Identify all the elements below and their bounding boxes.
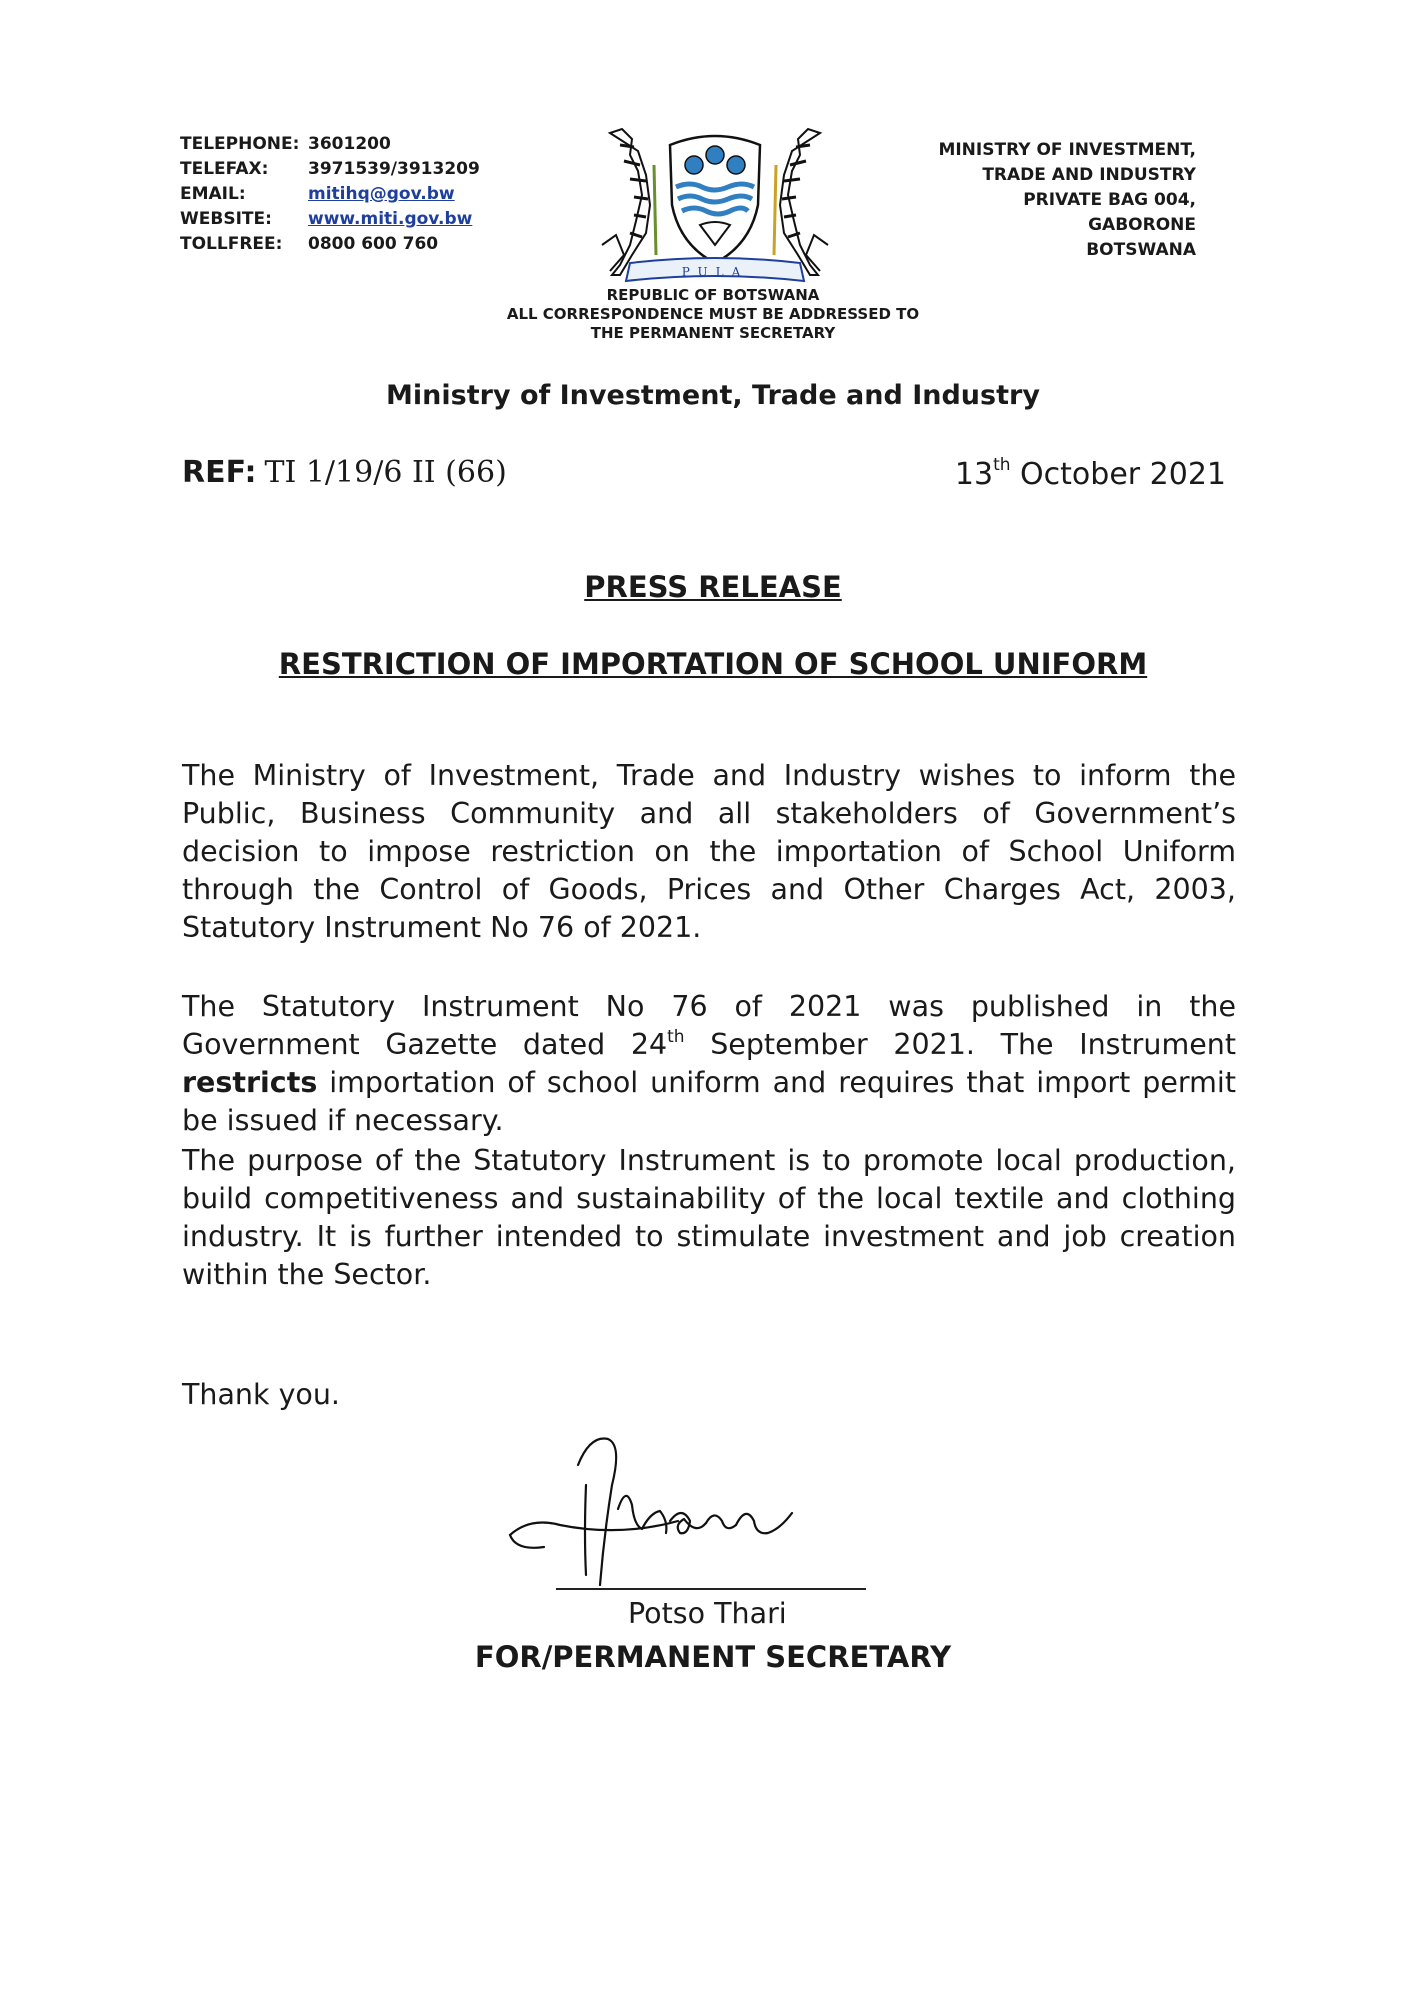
tollfree-row xyxy=(180,232,480,257)
ministry-title: Ministry of Investment, Trade and Industry xyxy=(386,380,1040,411)
permanent-secretary-line: THE PERMANENT SECRETARY xyxy=(590,324,836,342)
document-date xyxy=(955,455,1226,492)
telephone-value: 3601200 xyxy=(308,134,391,154)
reference-value: TI 1/19/6 II (66) xyxy=(264,455,507,490)
telefax-label: TELEFAX: xyxy=(180,159,269,179)
email-row xyxy=(180,182,480,207)
paragraph-2-part-c: importation of school uniform and requires that import permit be issued if necessary. xyxy=(182,1066,1236,1137)
date-day: 13 xyxy=(954,457,994,492)
website-link[interactable]: www.miti.gov.bw xyxy=(308,209,473,229)
motto-ribbon xyxy=(626,258,804,281)
telefax-row xyxy=(180,157,480,182)
signer-title: FOR/PERMANENT SECRETARY xyxy=(474,1640,952,1674)
right-zebra-icon xyxy=(780,129,828,275)
press-release-heading: PRESS RELEASE xyxy=(584,570,842,604)
date-suffix: th xyxy=(993,455,1011,475)
motto-text: PULA xyxy=(681,265,749,279)
left-zebra-icon xyxy=(602,129,650,275)
reference-label: REF: xyxy=(182,455,257,490)
tollfree-value: 0800 600 760 xyxy=(308,234,439,254)
website-row xyxy=(180,207,480,232)
address-line: GABORONE xyxy=(1088,215,1196,235)
coat-of-arms-icon xyxy=(590,125,840,285)
email-link[interactable]: mitihq@gov.bw xyxy=(308,184,455,204)
paragraph-1: The Ministry of Investment, Trade and Industry wishes to inform the Public, Business Community and all stakeholders of Government’s decision to impose restriction on the importation of School Uniform through the Control of Goods, Prices and Other Charges Act, 2003, Statutory Instrument No 76 of 2021. xyxy=(182,759,1236,944)
address-line: BOTSWANA xyxy=(1086,240,1196,260)
paragraph-2-part-a: The Statutory Instrument No 76 of 2021 was published in the Government Gazette dated 24 xyxy=(182,990,1236,1061)
republic-line: REPUBLIC OF BOTSWANA xyxy=(606,286,820,304)
paragraph-2-bold: restricts xyxy=(182,1066,318,1099)
paragraph-2 xyxy=(182,988,1236,1140)
telephone-row xyxy=(180,132,480,157)
address-block xyxy=(938,138,1196,263)
contact-block xyxy=(180,132,480,257)
reference xyxy=(182,455,507,490)
paragraph-2-part-b: September 2021. The Instrument xyxy=(684,1028,1236,1061)
date-rest: October 2021 xyxy=(1010,457,1226,492)
handwritten-signature-icon xyxy=(500,1425,880,1595)
closing-thanks: Thank you. xyxy=(182,1378,340,1411)
telefax-value: 3971539/3913209 xyxy=(308,159,480,179)
sorghum-icon xyxy=(774,165,776,255)
address-line: PRIVATE BAG 004, xyxy=(1023,190,1196,210)
paragraph-3: The purpose of the Statutory Instrument is to promote local production, build competitiveness and sustainability of the local textile and clothing industry. It is further intended to stimulate investment and job creation within the Sector. xyxy=(182,1144,1236,1291)
email-label: EMAIL: xyxy=(180,184,246,204)
shield-icon xyxy=(670,136,760,263)
letterhead-caption xyxy=(500,286,926,343)
signer-name: Potso Thari xyxy=(628,1597,787,1630)
tollfree-label: TOLLFREE: xyxy=(180,234,283,254)
subject-heading: RESTRICTION OF IMPORTATION OF SCHOOL UNIFORM xyxy=(278,647,1148,681)
address-line: MINISTRY OF INVESTMENT, xyxy=(938,140,1196,160)
signature-line xyxy=(556,1588,866,1590)
correspondence-line: ALL CORRESPONDENCE MUST BE ADDRESSED TO xyxy=(506,305,920,323)
tusk-icon xyxy=(654,165,656,255)
paragraph-2-sup: th xyxy=(667,1027,685,1047)
telephone-label: TELEPHONE: xyxy=(180,134,300,154)
website-label: WEBSITE: xyxy=(180,209,272,229)
address-line: TRADE AND INDUSTRY xyxy=(982,165,1196,185)
